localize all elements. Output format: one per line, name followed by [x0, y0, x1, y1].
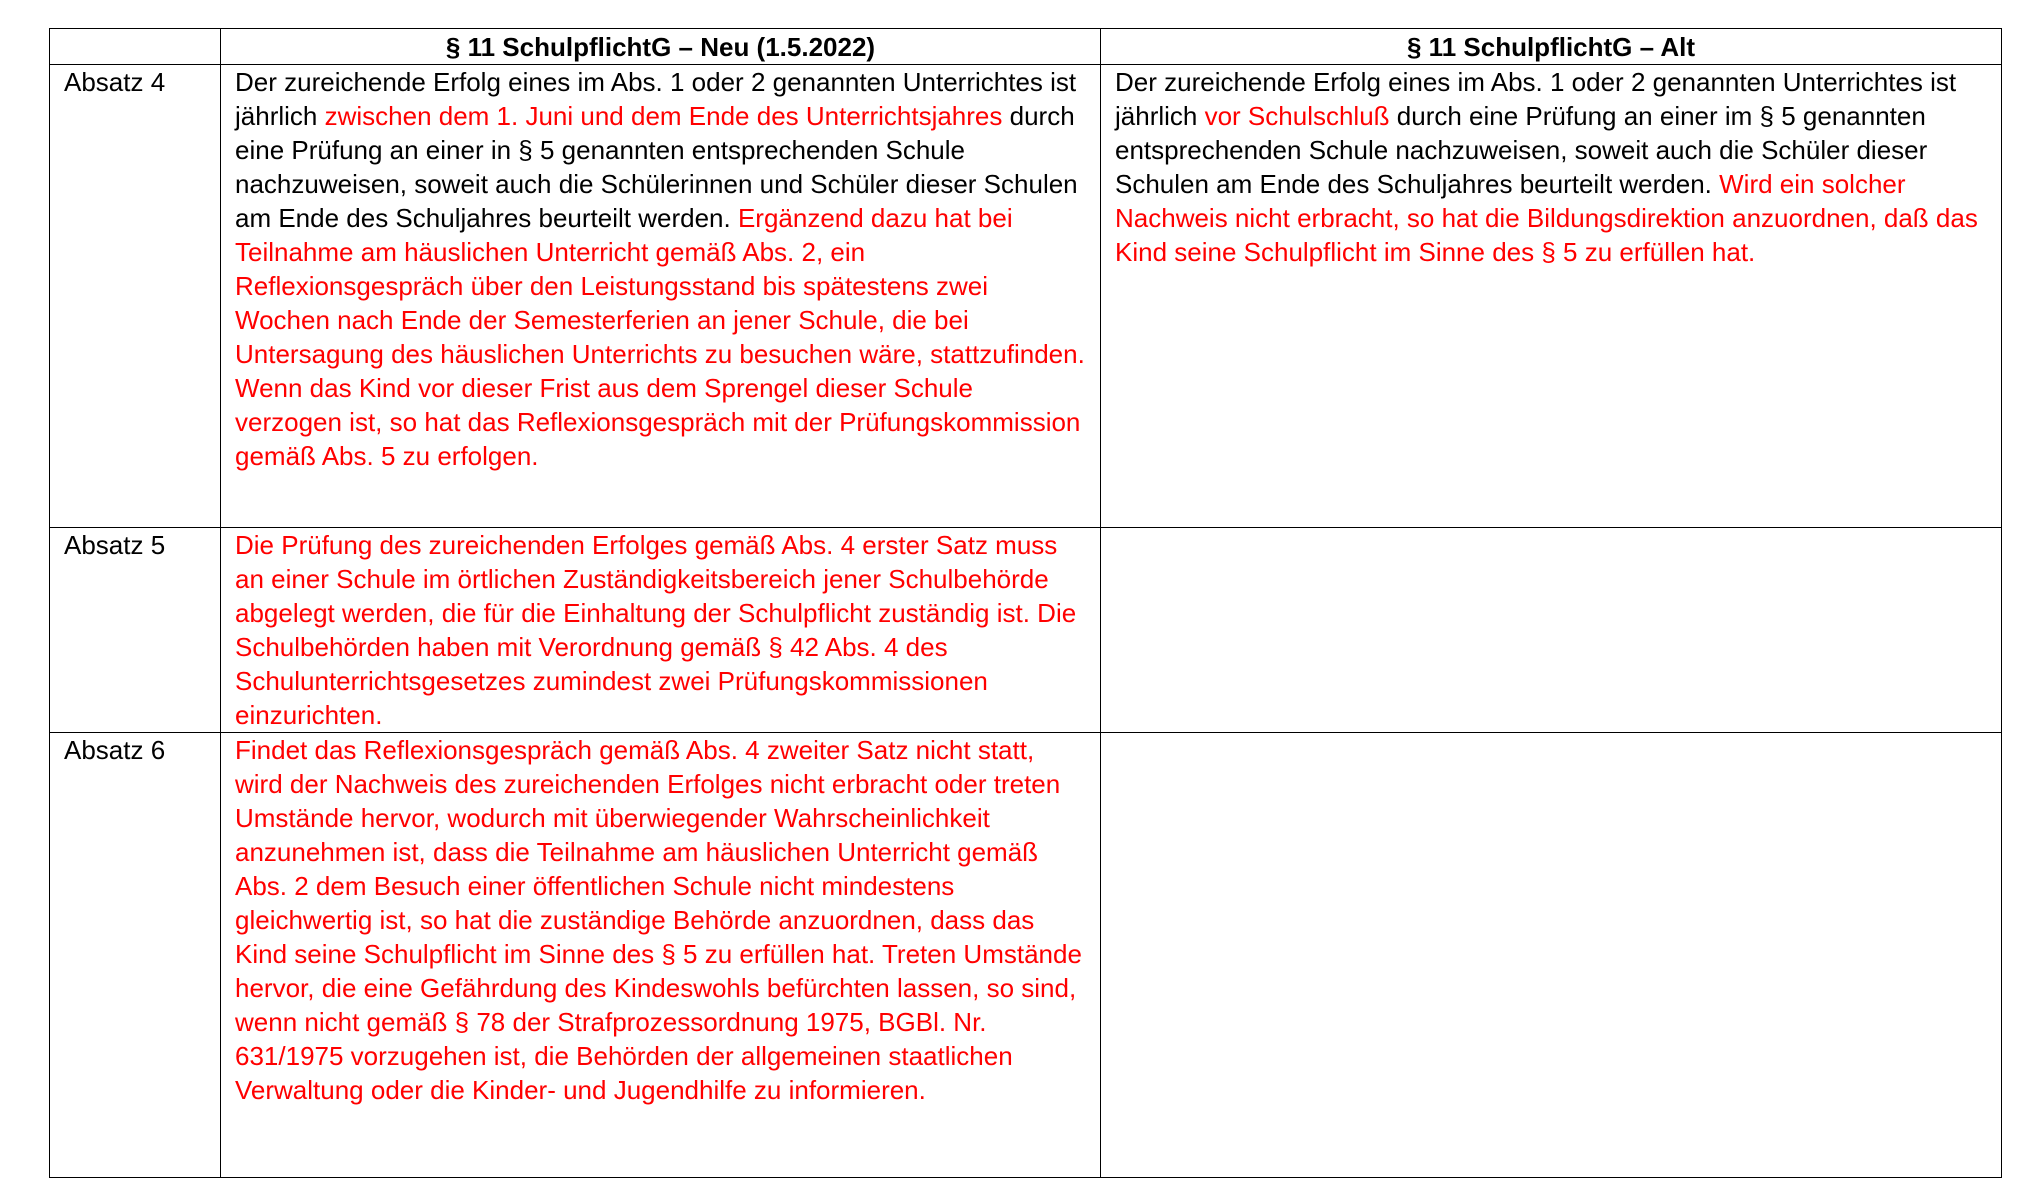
new-text-cell [221, 65, 1101, 528]
changed-text-segment: zwischen dem 1. Juni und dem Ende des Unterrichtsjahres [324, 101, 1003, 131]
text-segment: Der zureichende Erfolg eines im Abs. 1 oder 2 genannten Unterrichtes ist jährlich [235, 67, 1077, 131]
header-new-law: § 11 SchulpflichtG – Neu (1.5.2022) [221, 29, 1101, 65]
old-text-cell-empty [1101, 528, 2002, 733]
changed-text-segment: Ergänzend dazu hat bei Teilnahme am häuslichen Unterricht gemäß Abs. 2, ein Reflexionsgespräch über den Leistungsstand bis spätestens zwei Wochen nach Ende der Semesterferien an jener Schule, die bei Untersagung des häuslichen Unterrichts zu besuchen wäre, stattzufinden. Wenn das Kind vor dieser Frist aus dem Sprengel dieser Schule verzogen ist, so hat das Reflexionsgespräch mit der Prüfungskommission gemäß Abs. 5 zu erfolgen. [235, 203, 1085, 471]
text-segment: durch eine Prüfung an einer im § 5 genannten entsprechenden Schule nachzuweisen, soweit auch die Schüler dieser Schulen am Ende des Schuljahres beurteilt werden. [1115, 101, 1928, 199]
changed-text-segment: vor Schulschluß [1204, 101, 1390, 131]
row-label: Absatz 4 [50, 65, 221, 528]
old-text-cell [1101, 65, 2002, 528]
text-segment: durch eine Prüfung an einer in § 5 genannten entsprechenden Schule nachzuweisen, soweit auch die Schülerinnen und Schüler dieser Schulen am Ende des Schuljahres beurteilt werden. [235, 101, 1078, 233]
text-segment: Der zureichende Erfolg eines im Abs. 1 oder 2 genannten Unterrichtes ist jährlich [1115, 67, 1957, 131]
changed-text-segment: Wird ein solcher Nachweis nicht erbracht, so hat die Bildungsdirektion anzuordnen, daß das Kind seine Schulpflicht im Sinne des § 5 zu erfüllen hat. [1115, 169, 1978, 267]
table-row [50, 65, 2002, 528]
row-label: Absatz 6 [50, 733, 221, 1178]
changed-text-segment: Findet das Reflexionsgespräch gemäß Abs. 4 zweiter Satz nicht statt, wird der Nachweis des zureichenden Erfolges nicht erbracht oder treten Umstände hervor, wodurch mit überwiegender Wahrscheinlichkeit anzunehmen ist, dass die Teilnahme am häuslichen Unterricht gemäß Abs. 2 dem Besuch einer öffentlichen Schule nicht mindestens gleichwertig ist, so hat die zuständige Behörde anzuordnen, dass das Kind seine Schulpflicht im Sinne des § 5 zu erfüllen hat. Treten Umstände hervor, die eine Gefährdung des Kindeswohls befürchten lassen, so sind, wenn nicht gemäß § 78 der Strafprozessordnung 1975, BGBl. Nr. 631/1975 vorzugehen ist, die Behörden der allgemeinen staatlichen Verwaltung oder die Kinder- und Jugendhilfe zu informieren. [235, 735, 1082, 1105]
changed-text-segment: Die Prüfung des zureichenden Erfolges gemäß Abs. 4 erster Satz muss an einer Schule im örtlichen Zuständigkeitsbereich jener Schulbehörde abgelegt werden, die für die Einhaltung der Schulpflicht zuständig ist. Die Schulbehörden haben mit Verordnung gemäß § 42 Abs. 4 des Schulunterrichtsgesetzes zumindest zwei Prüfungskommissionen einzurichten. [235, 530, 1077, 730]
header-old-law: § 11 SchulpflichtG – Alt [1101, 29, 2002, 65]
table-row [50, 528, 2002, 733]
row-label: Absatz 5 [50, 528, 221, 733]
comparison-table [49, 28, 2002, 1178]
header-row [50, 29, 2002, 65]
table-row [50, 733, 2002, 1178]
header-empty-cell [50, 29, 221, 65]
old-text-cell-empty [1101, 733, 2002, 1178]
new-text-cell [221, 528, 1101, 733]
new-text-cell [221, 733, 1101, 1178]
